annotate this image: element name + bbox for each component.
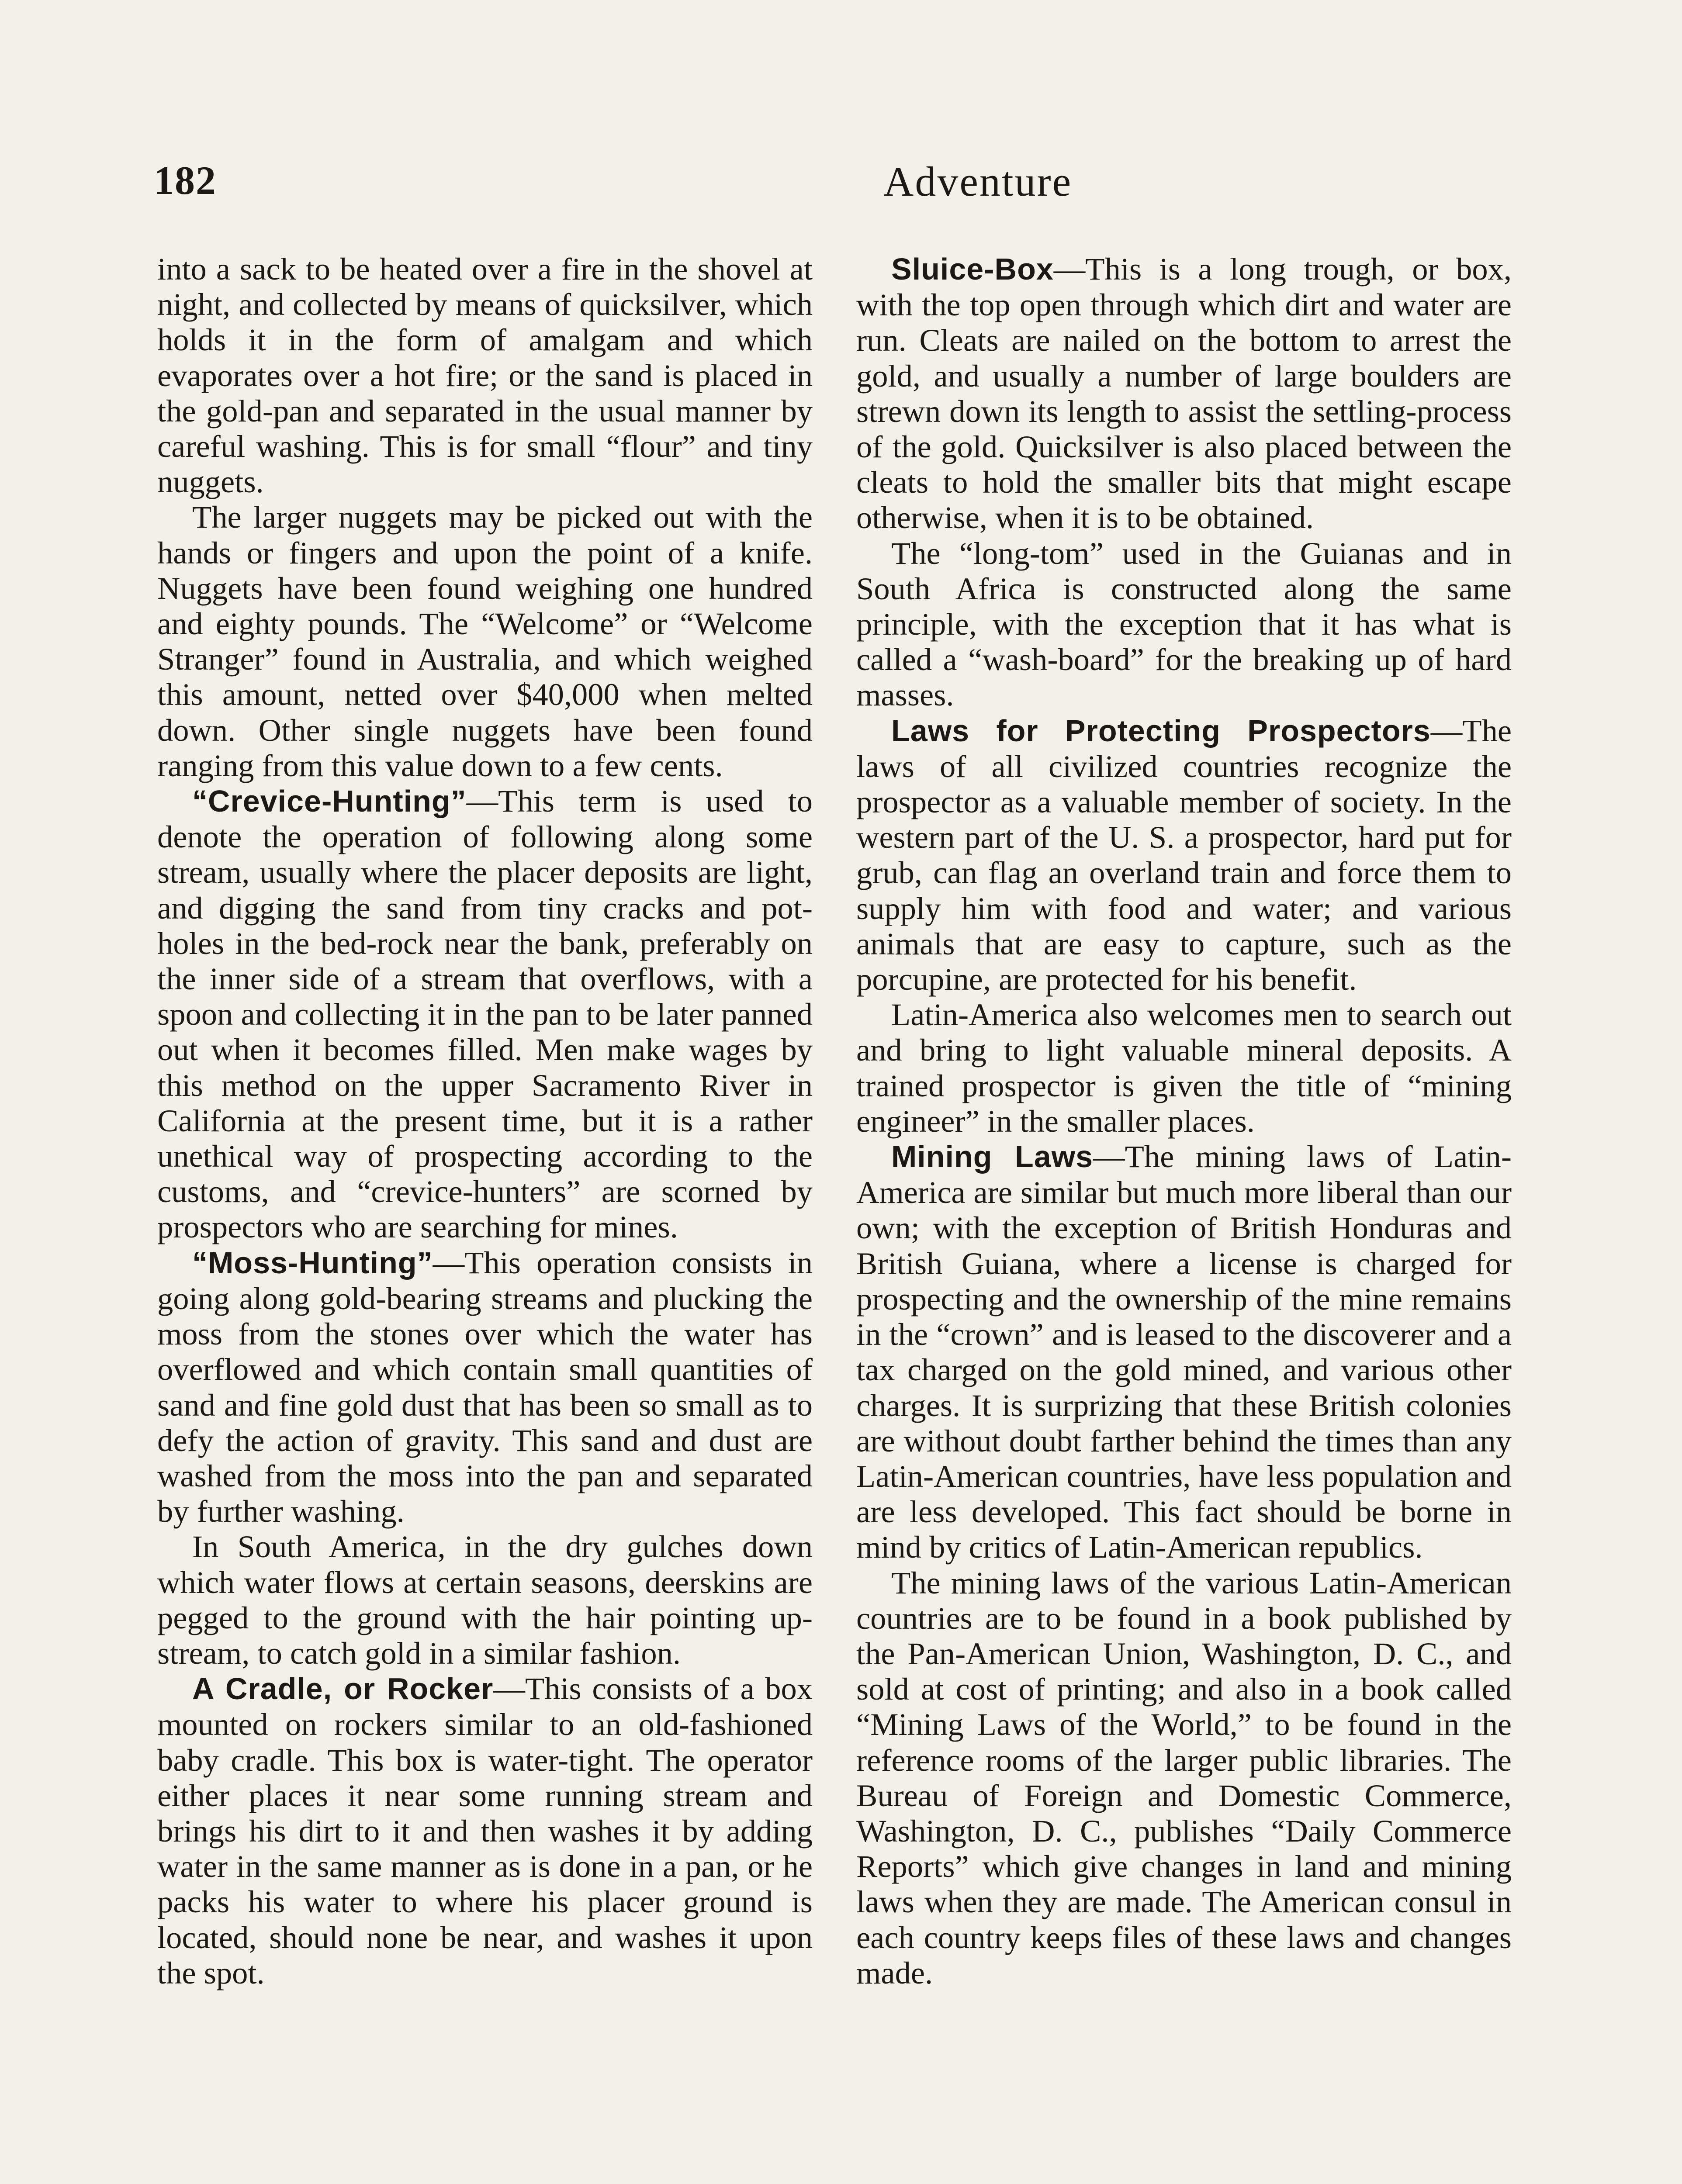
page-header (154, 157, 1521, 227)
moss-hunting-heading: “Moss-Hunting” (192, 1245, 433, 1280)
page-number: 182 (154, 158, 217, 203)
cradle-rocker-text: —This consists of a box mounted on rockers similar to an old-fashioned baby cradle. This box is water-tight. The operator either places it near some running stream and brings his dirt to it and then washes it by adding water in the same manner as is done in a pan, or he packs his water to where his placer ground is located, should none be near, and washes it upon the spot. (157, 1671, 813, 1990)
mining-laws-heading: Mining Laws (891, 1140, 1094, 1174)
protecting-prospectors-heading: Laws for Protecting Prospectors (891, 713, 1431, 748)
paragraph-moss-hunting (157, 1245, 813, 1529)
protecting-prospectors-text: —The laws of all civilized countries recognize the prospector as a valuable member of society. In the western part of the U. S. a prospector, hard put for grub, can flag an overland train and force them to supply him with food and water; and various animals that are easy to capture, such as the porcupine, are protected for his benefit. (856, 712, 1512, 997)
crevice-hunting-text: —This term is used to denote the operation of following along some stream, usually where the placer deposits are light, and digging the sand from tiny cracks and pot-holes in the bed-rock near the bank, preferably on the inner side of a stream that overflows, with a spoon and collecting it in the pan to be later panned out when it becomes filled. Men make wages by this method on the upper Sacramento River in California at the present time, but it is a rather unethical way of prospecting according to the customs, and “crevice-hunters” are scorned by prospectors who are searching for mines. (157, 783, 813, 1245)
sluice-box-heading: Sluice-Box (891, 252, 1054, 286)
running-title: Adventure (883, 158, 1073, 205)
paragraph-cradle-rocker (157, 1671, 813, 1990)
paragraph-nuggets: The larger nuggets may be picked out with the hands or fingers and upon the point of a knife. Nuggets have been found weighing one hundred and eighty pounds. The “Welcome” or “Welcome Stranger” found in Australia, and which weighed this amount, netted over $40,000 when melted down. Other single nuggets have been found ranging from this value down to a few cents. (157, 499, 813, 783)
paragraph-latin-america: Latin-America also welcomes men to search out and bring to light valuable mineral deposits. A trained prospector is given the title of “mining engineer” in the smaller places. (856, 997, 1512, 1139)
paragraph-mining-laws-sources: The mining laws of the various Latin-American countries are to be found in a book published by the Pan-American Union, Washington, D. C., and sold at cost of printing; and also in a book called “Mining Laws of the World,” to be found in the reference rooms of the larger public libraries. The Bureau of Foreign and Domestic Commerce, Washington, D. C., publishes “Daily Commerce Reports” which give changes in land and mining laws when they are made. The American consul in each country keeps files of these laws and changes made. (856, 1565, 1512, 1990)
paragraph-sluice-box (856, 251, 1512, 536)
mining-laws-text: —The mining laws of Latin-America are similar but much more liberal than our own; with the exception of British Honduras and British Guiana, where a license is charged for prospecting and the ownership of the mine remains in the “crown” and is leased to the discoverer and a tax charged on the gold mined, and various other charges. It is surprizing that these British colonies are without doubt farther behind the times than any Latin-American countries, have less population and are less developed. This fact should be borne in mind by critics of Latin-American republics. (856, 1139, 1512, 1565)
paragraph-protecting-prospectors (856, 713, 1512, 997)
left-column (157, 251, 813, 1990)
crevice-hunting-heading: “Crevice-Hunting” (192, 784, 467, 819)
sluice-box-text: —This is a long trough, or box, with the top open through which dirt and water are run. Cleats are nailed on the bottom to arrest the gold, and usually a number of large boulders are strewn down its length to assist the settling-process of the gold. Quicksilver is also placed between the cleats to hold the smaller bits that might escape otherwise, when it is to be obtained. (856, 251, 1512, 536)
paragraph-long-tom: The “long-tom” used in the Guianas and in South Africa is constructed along the same principle, with the exception that it has what is called a “wash-board” for the breaking up of hard masses. (856, 535, 1512, 713)
paragraph-quicksilver: into a sack to be heated over a fire in the shovel at night, and collected by means of quicksilver, which holds it in the form of amalgam and which evaporates over a hot fire; or the sand is placed in the gold-pan and separated in the usual manner by careful washing. This is for small “flour” and tiny nuggets. (157, 251, 813, 500)
paragraph-mining-laws (856, 1139, 1512, 1565)
moss-hunting-text: —This operation consists in going along gold-bearing streams and plucking the moss from the stones over which the water has overflowed and which contain small quantities of sand and fine gold dust that has been so small as to defy the action of gravity. This sand and dust are washed from the moss into the pan and separated by further washing. (157, 1244, 813, 1529)
paragraph-crevice-hunting (157, 783, 813, 1245)
cradle-rocker-heading: A Cradle, or Rocker (192, 1672, 494, 1706)
right-column (856, 251, 1512, 1990)
paragraph-south-america: In South America, in the dry gulches down which water flows at certain seasons, deerskins are pegged to the ground with the hair pointing up-stream, to catch gold in a similar fashion. (157, 1529, 813, 1671)
